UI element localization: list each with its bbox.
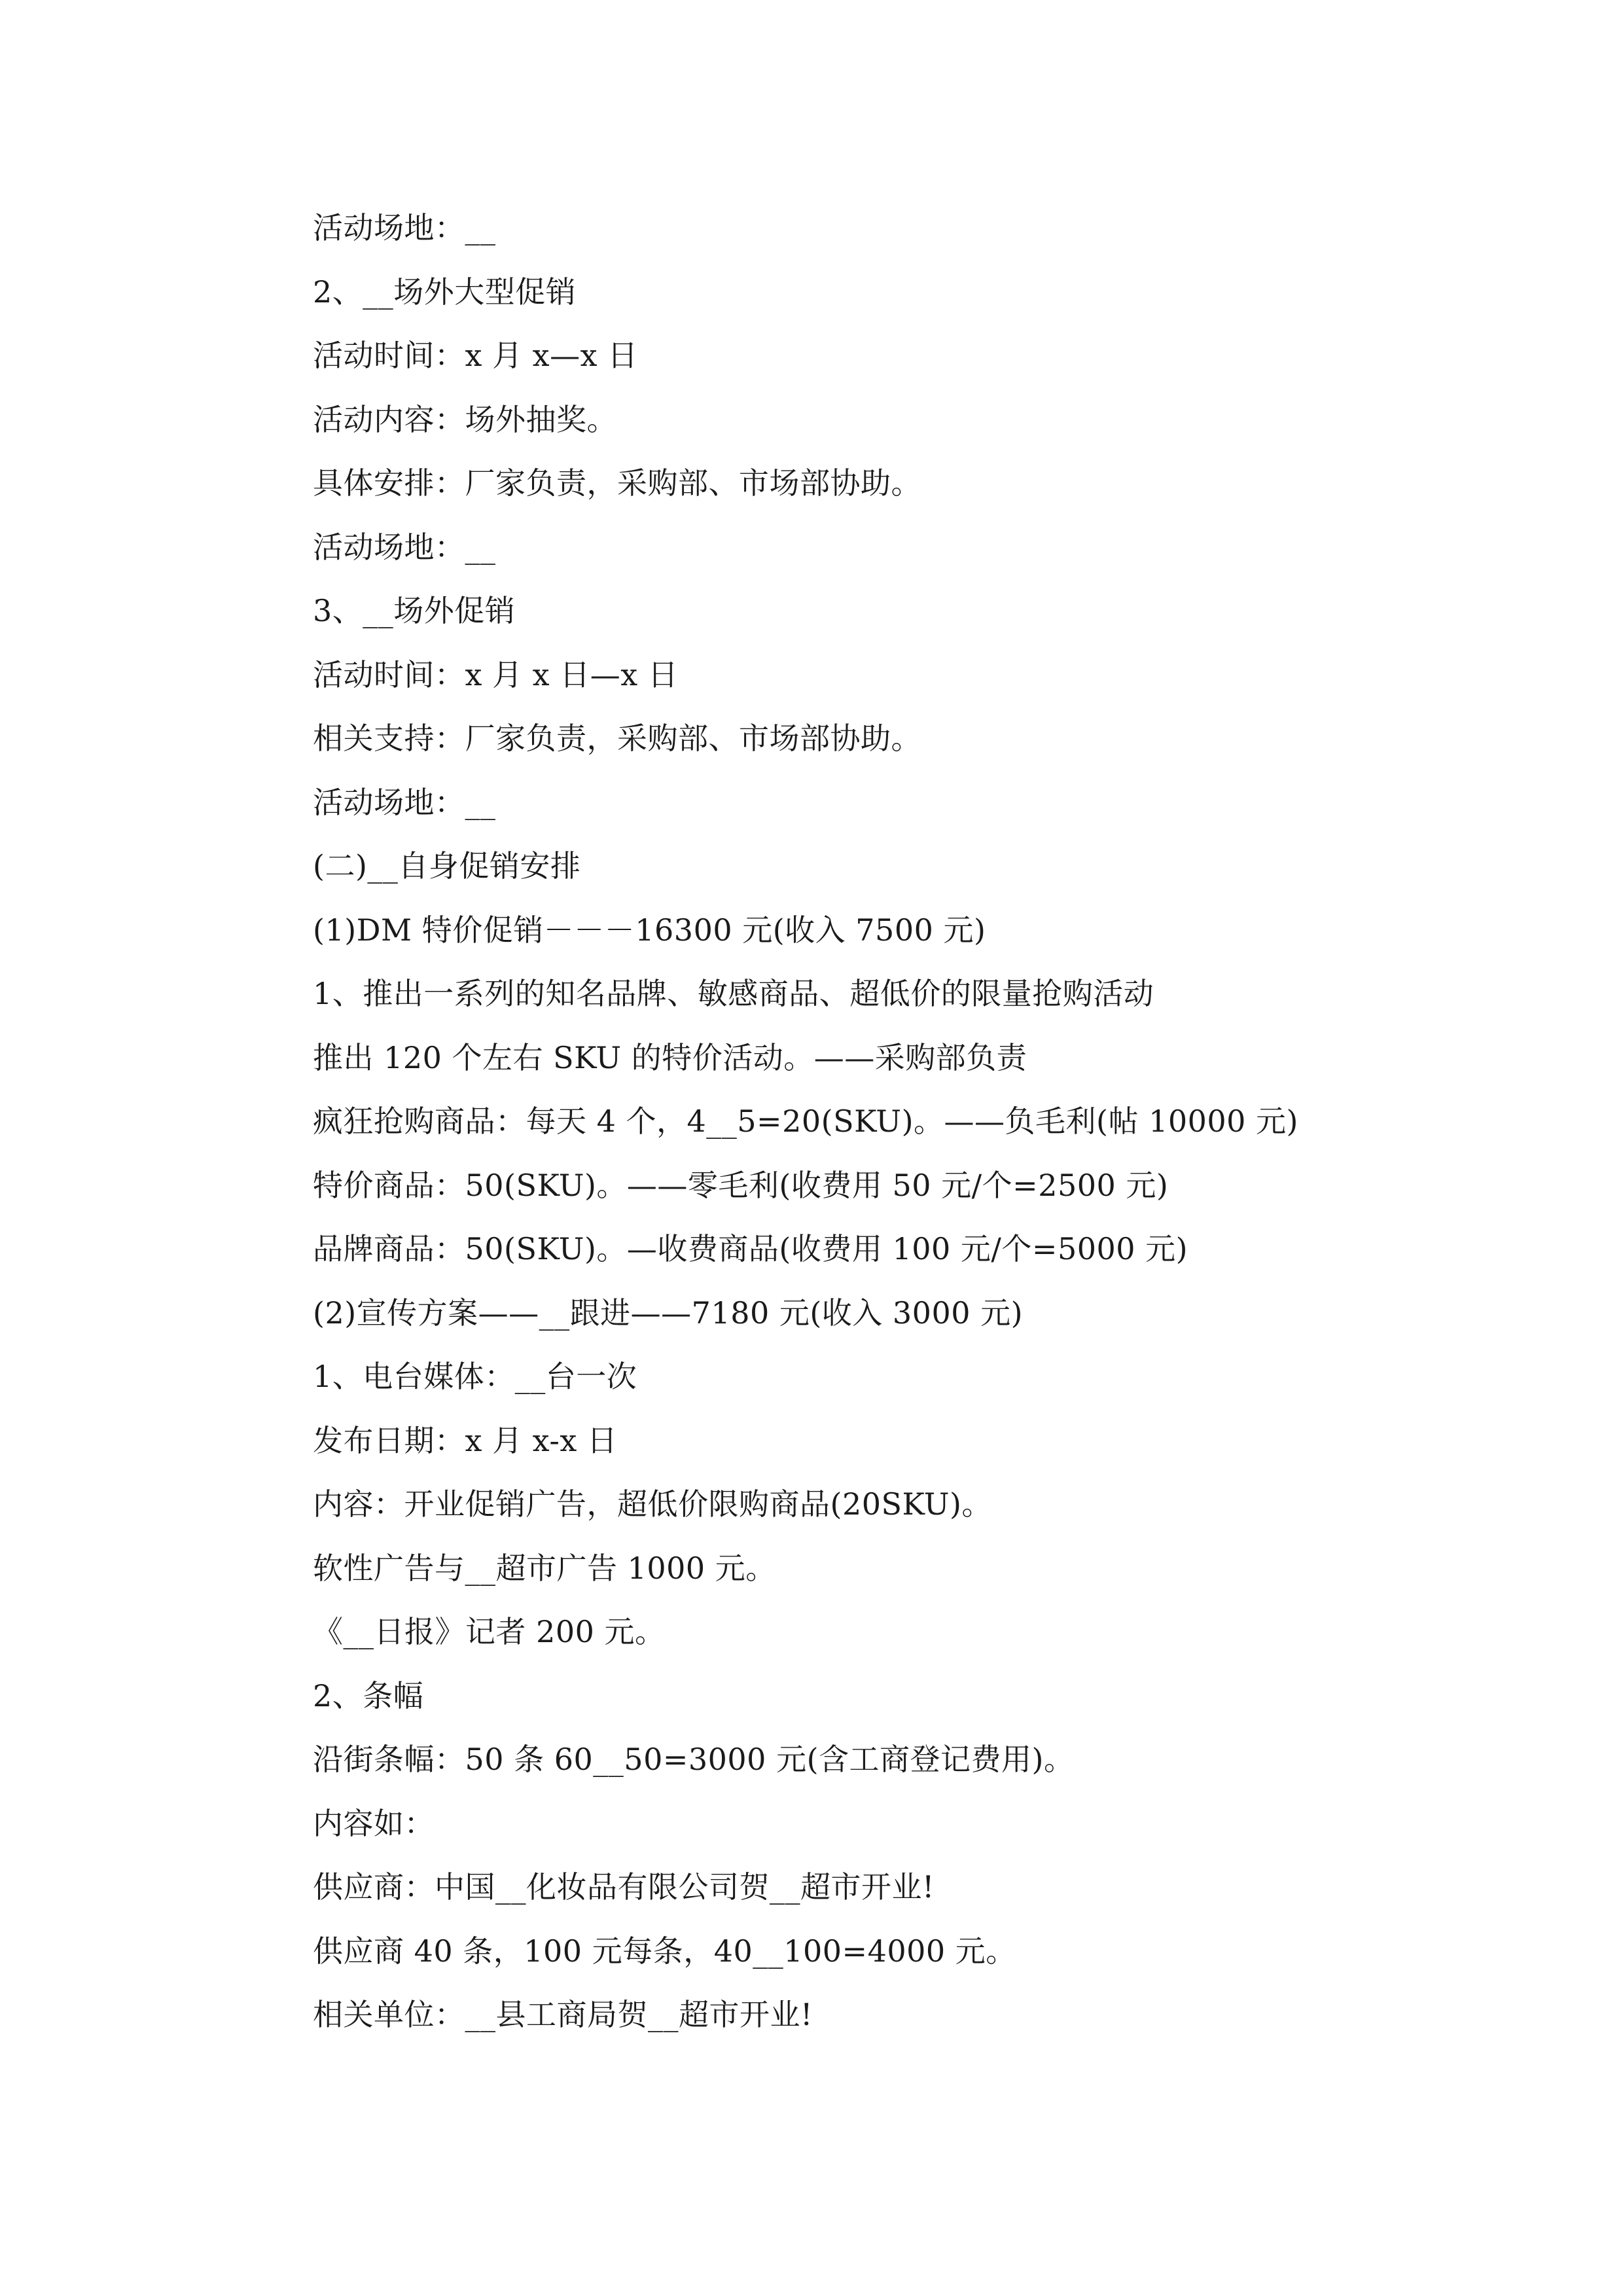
text-line: 推出 120 个左右 SKU 的特价活动。——采购部负责 xyxy=(313,1039,1027,1075)
text-line: 活动场地：__ xyxy=(313,529,496,565)
text-line: 活动场地：__ xyxy=(313,784,496,820)
text-line: 相关支持：厂家负责，采购部、市场部协助。 xyxy=(313,721,921,756)
text-line: 疯狂抢购商品：每天 4 个，4__5=20(SKU)。——负毛利(帖 10000 元) xyxy=(313,1103,1298,1139)
text-line: 1、电台媒体：__台一次 xyxy=(313,1359,637,1394)
text-line: 内容如： xyxy=(313,1805,435,1841)
text-line: 2、条幅 xyxy=(313,1677,424,1713)
text-line: 内容：开业促销广告，超低价限购商品(20SKU)。 xyxy=(313,1486,992,1522)
text-line: 活动时间：x 月 x 日—x 日 xyxy=(313,656,679,692)
text-line: 供应商 40 条，100 元每条，40__100=4000 元。 xyxy=(313,1933,1016,1969)
document-body xyxy=(313,196,1360,2047)
text-line: 软性广告与__超市广告 1000 元。 xyxy=(313,1550,776,1586)
text-line: 具体安排：厂家负责，采购部、市场部协助。 xyxy=(313,465,921,501)
text-line: 供应商：中国__化妆品有限公司贺__超市开业! xyxy=(313,1869,935,1905)
text-line: 沿街条幅：50 条 60__50=3000 元(含工商登记费用)。 xyxy=(313,1742,1075,1777)
text-line: 活动时间：x 月 x—x 日 xyxy=(313,338,638,373)
section-heading: (二)__自身促销安排 xyxy=(313,848,581,884)
text-line: 1、推出一系列的知名品牌、敏感商品、超低价的限量抢购活动 xyxy=(313,976,1154,1011)
text-line: 活动场地：__ xyxy=(313,210,496,245)
section-heading: 2、__场外大型促销 xyxy=(313,274,577,310)
text-line: 活动内容：场外抽奖。 xyxy=(313,401,617,437)
text-line: 特价商品：50(SKU)。——零毛利(收费用 50 元/个=2500 元) xyxy=(313,1167,1169,1203)
text-line: 相关单位：__县工商局贺__超市开业! xyxy=(313,1997,813,2032)
text-line: 品牌商品：50(SKU)。—收费商品(收费用 100 元/个=5000 元) xyxy=(313,1231,1188,1266)
subsection-heading: (2)宣传方案——__跟进——7180 元(收入 3000 元) xyxy=(313,1295,1024,1331)
text-line: 发布日期：x 月 x-x 日 xyxy=(313,1422,618,1458)
subsection-heading: (1)DM 特价促销－－－16300 元(收入 7500 元) xyxy=(313,912,986,948)
section-heading: 3、__场外促销 xyxy=(313,593,516,628)
text-line: 《__日报》记者 200 元。 xyxy=(313,1614,666,1649)
